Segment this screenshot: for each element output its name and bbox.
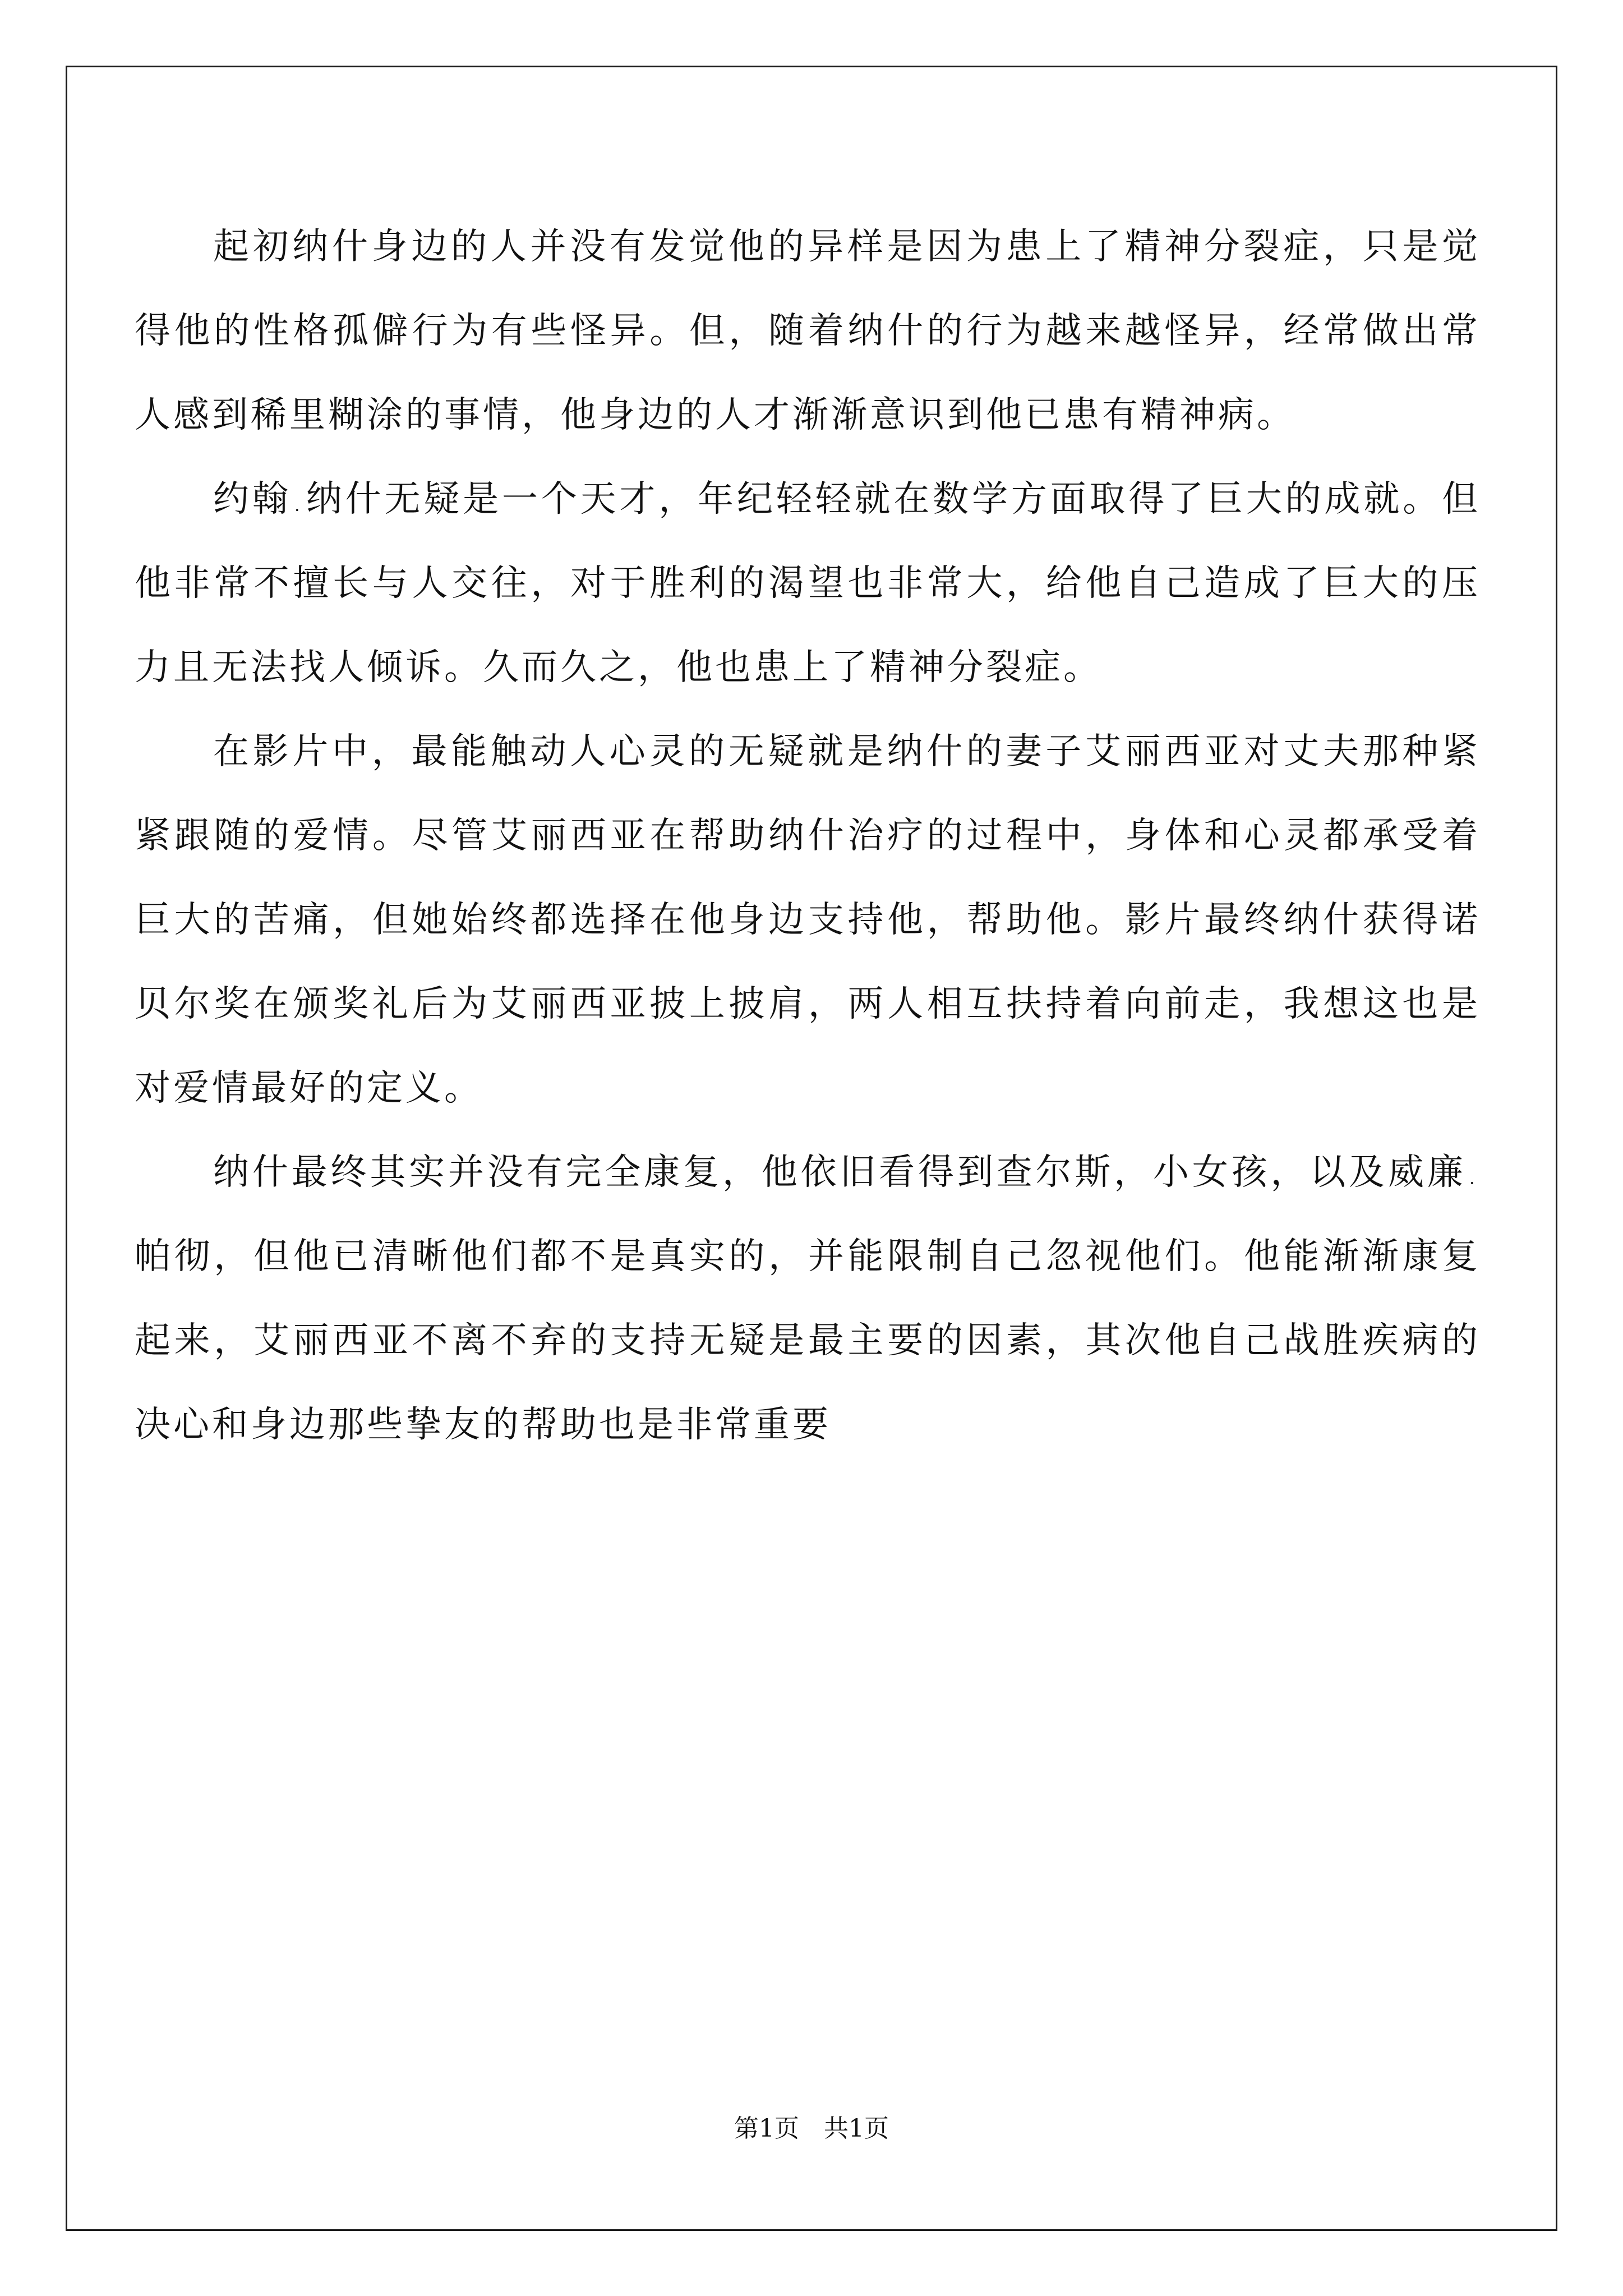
- page-number-footer: 第1页 共1页: [734, 2114, 889, 2143]
- paragraph: 约翰.纳什无疑是一个天才，年纪轻轻就在数学方面取得了巨大的成就。但他非常不擅长与人交往，对于胜利的渴望也非常大，给他自己造成了巨大的压力且无法找人倾诉。久而久之，他也患上了精神分裂症。: [135, 478, 1481, 688]
- paragraph: 起初纳什身边的人并没有发觉他的异样是因为患上了精神分裂症，只是觉得他的性格孤僻行为有些怪异。但，随着纳什的行为越来越怪异，经常做出常人感到稀里糊涂的事情，他身边的人才渐渐意识到他已患有精神病。: [135, 226, 1481, 436]
- paragraph: 在影片中，最能触动人心灵的无疑就是纳什的妻子艾丽西亚对丈夫那种紧紧跟随的爱情。尽管艾丽西亚在帮助纳什治疗的过程中，身体和心灵都承受着巨大的苦痛，但她始终都选择在他身边支持他，帮助他。影片最终纳什获得诺贝尔奖在颁奖礼后为艾丽西亚披上披肩，两人相互扶持着向前走，我想这也是对爱情最好的定义。: [135, 731, 1481, 1109]
- paragraph: 纳什最终其实并没有完全康复，他依旧看得到查尔斯，小女孩，以及威廉.帕彻，但他已清晰他们都不是真实的，并能限制自己忽视他们。他能渐渐康复起来，艾丽西亚不离不弃的支持无疑是最主要的因素，其次他自己战胜疾病的决心和身边那些挚友的帮助也是非常重要: [135, 1152, 1481, 1446]
- document-body: [135, 205, 1481, 1467]
